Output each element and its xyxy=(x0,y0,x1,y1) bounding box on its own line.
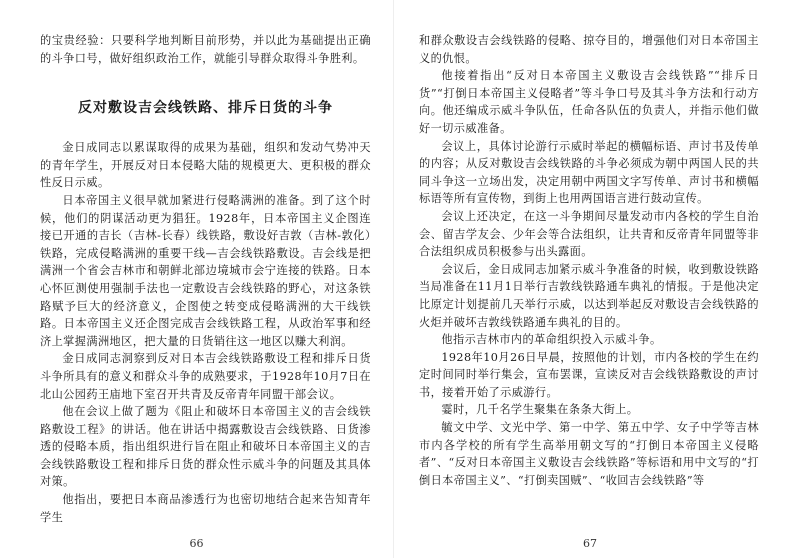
right-paragraph: 毓文中学、文光中学、第一中学、第五中学、女子中学等吉林市内各学校的所有学生高举用朝文写的“打倒日本帝国主义侵略者”、“反对日本帝国主义敷设吉会线铁路”等标语和用中文写的“打倒日本帝国主义”、“打倒卖国贼”、“收回吉会线铁路”等 xyxy=(419,421,759,487)
right-page xyxy=(393,0,787,558)
right-paragraph: 他指示吉林市内的革命组织投入示威斗争。 xyxy=(441,333,662,347)
right-paragraph: 1928年10月26日早晨，按照他的计划，市内各校的学生在约定时间同时举行集会，宣布罢课，宣读反对吉会线铁路敷设的声讨书，接着开始了示威游行。 xyxy=(419,350,759,399)
left-paragraph: 他指出，要把日本商品渗透行为也密切地结合起来告知青年学生 xyxy=(40,493,371,524)
left-page xyxy=(0,0,393,558)
page-number-left: 66 xyxy=(189,537,204,550)
right-paragraph: 会议上，具体讨论游行示威时举起的横幅标语、声讨书及传单的内容；从反对敷设吉会线铁路的斗争必须成为朝中两国人民的共同斗争这一立场出发，决定用朝中两国文字写传单、声讨书和横幅标语等所有宣传物，到街上也用两国语言进行鼓动宣传。 xyxy=(419,139,759,206)
right-paragraph: 霎时，几千名学生聚集在条条大街上。 xyxy=(441,403,639,417)
right-paragraph-continued: 和群众敷设吉会线铁路的侵略、掠夺目的，增强他们对日本帝国主义的仇恨。 xyxy=(419,34,759,65)
right-paragraph: 他接着指出“反对日本帝国主义敷设吉会线铁路”“排斥日货”“打倒日本帝国主义侵略者”等斗争口号及其斗争方法和行动方向。他还编成示威斗争队伍，任命各队伍的负责人，并指示他们做好一切示威准备。 xyxy=(419,69,759,135)
left-paragraph: 金日成同志以累谋取得的成果为基础，组织和发动气势冲天的青年学生，开展反对日本侵略大陆的规模更大、更积极的群众性反日示威。 xyxy=(40,141,371,190)
page-number-right: 67 xyxy=(583,537,597,550)
left-paragraph: 他在会议上做了题为《阻止和破坏日本帝国主义的吉会线铁路敷设工程》的讲话。他在讲话中揭露敷设吉会线铁路、日货渗透的侵略本质，指出组织进行旨在阻止和破坏日本帝国主义的吉会线铁路敷设工程和排斥日货的群众性示威斗争的问题及其具体对策。 xyxy=(40,405,371,489)
left-paragraph-continued: 的宝贵经验：只要科学地判断目前形势，并以此为基础提出正确的斗争口号，做好组织政治工作，就能引导群众取得斗争胜利。 xyxy=(40,34,371,65)
right-paragraph: 会议上还决定，在这一斗争期间尽量发动市内各校的学生自治会、留吉学友会、少年会等合法组织，让共青和反帝青年同盟等非合法组织成员积极参与出头露面。 xyxy=(419,209,759,259)
left-paragraph: 日本帝国主义很早就加紧进行侵略满洲的准备。到了这个时候，他们的阴谋活动更为猖狂。1928年，日本帝国主义企图连接已开通的吉长（吉林-长春）线铁路，敷设好吉敦（吉林-敦化）铁路，完成侵略满洲的重要干线—吉会线铁路敷设。吉会线是把满洲一个省会吉林市和朝鲜北部边境城市会宁连接的铁路。日本心怀叵测使用强制手法也一定敷设吉会线铁路的野心，对这条铁路赋予巨大的经济意义，企图使之转变成侵略满洲的大干线铁路。日本帝国主义还企图完成吉会线铁路工程，从政治军事和经济上掌握满洲地区，把大量的日货销往这一地区以赚大利润。 xyxy=(40,193,371,348)
section-title: 反对敷设吉会线铁路、排斥日货的斗争 xyxy=(78,100,333,117)
right-paragraph: 会议后，金日成同志加紧示威斗争准备的时候，收到敷设铁路当局准备在11月1日举行吉敦线铁路通车典礼的情报。于是他决定比原定计划提前几天举行示威，以达到举起反对敷设吉会线铁路的火炬并破坏吉敦线铁路通车典礼的目的。 xyxy=(419,262,759,329)
left-paragraph: 金日成同志洞察到反对日本吉会线铁路敷设工程和排斥日货斗争所具有的意义和群众斗争的成熟要求，于1928年10月7日在北山公园药王庙地下室召开共青及反帝青年同盟干部会议。 xyxy=(40,352,371,401)
